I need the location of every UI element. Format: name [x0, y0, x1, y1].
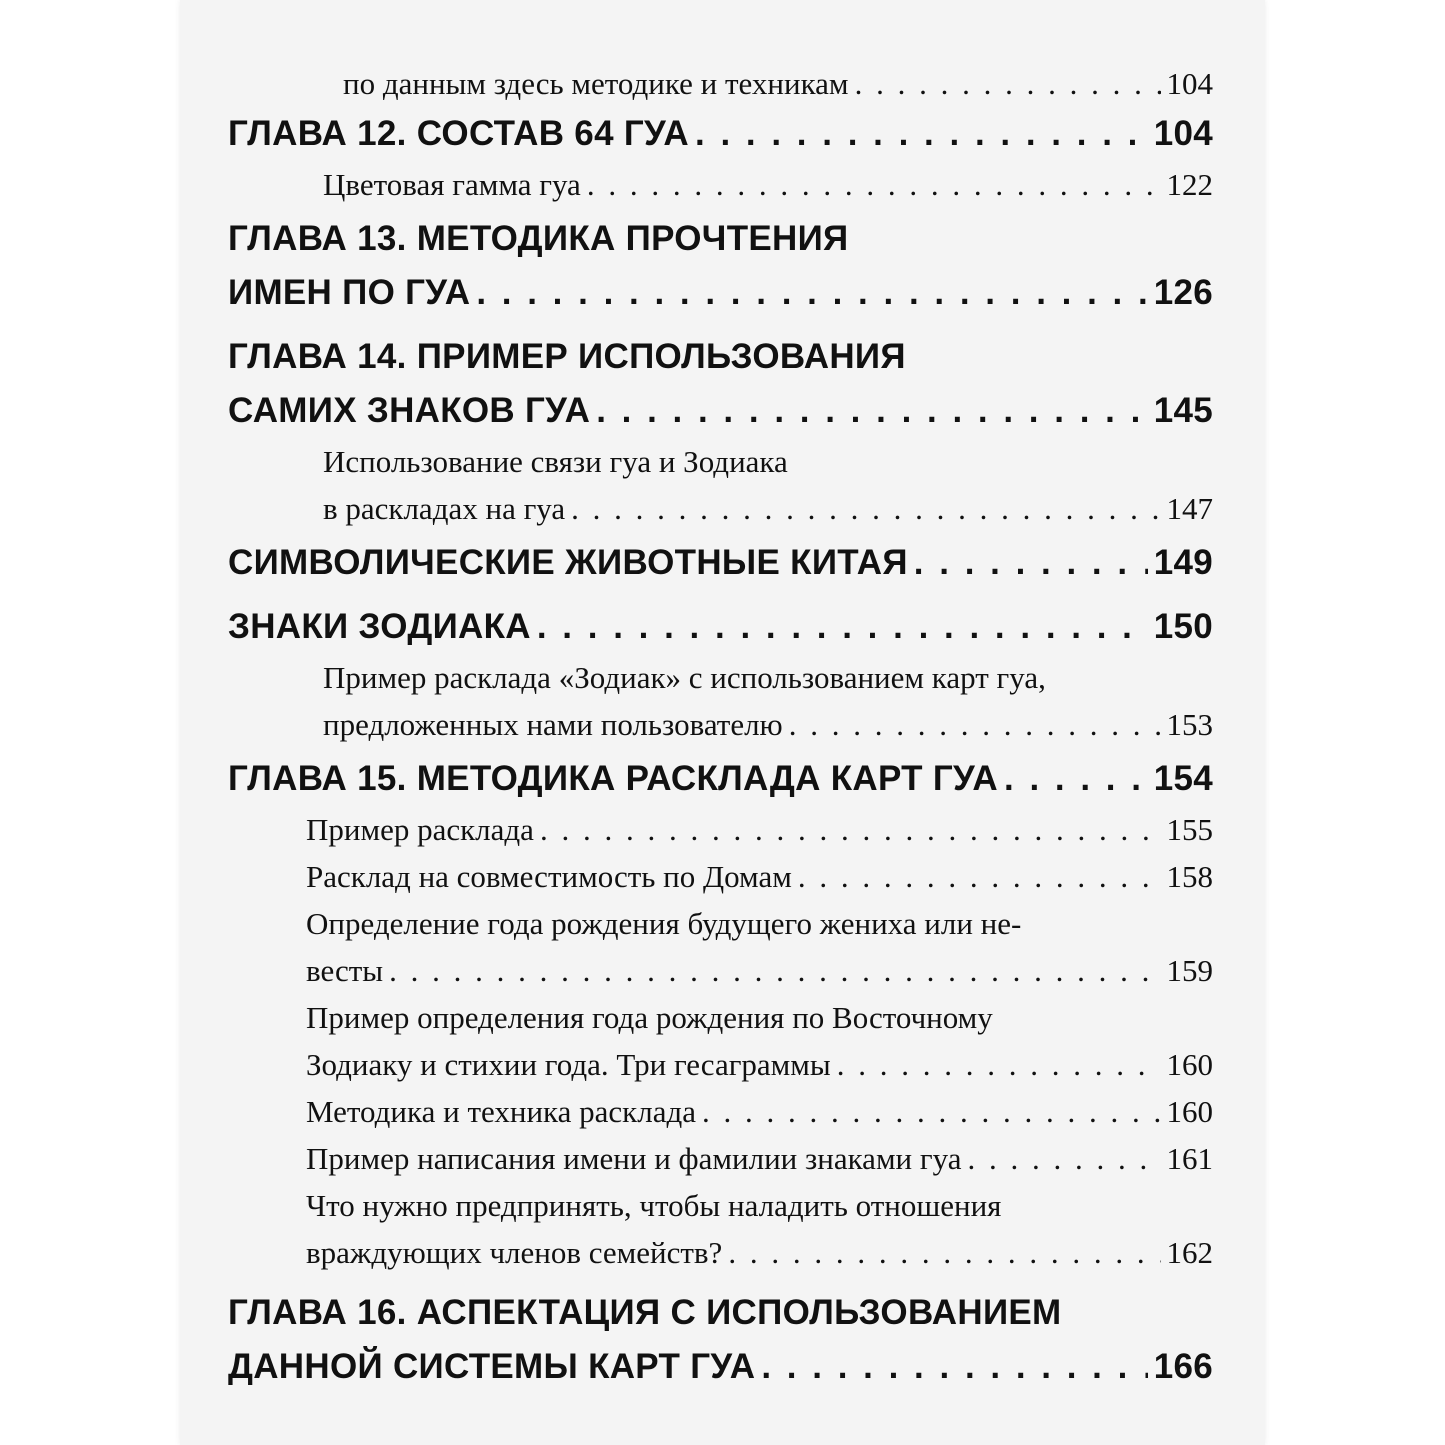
toc-entry-color-gamut [228, 161, 1213, 208]
dot-leader [571, 485, 1160, 532]
toc-page-number: 104 [1166, 66, 1213, 101]
toc-page-number: 150 [1153, 607, 1213, 646]
toc-entry-title-line1: Что нужно предпринять, чтобы наладить отношения [306, 1188, 1002, 1223]
toc-chapter-title: ГЛАВА 12. СОСТАВ 64 ГУА [228, 114, 690, 153]
dot-leader [695, 107, 1148, 161]
toc-entry-title-line1: Пример расклада «Зодиак» с использованием карт гуа, [323, 660, 1046, 695]
toc-entry-title: Пример расклада [306, 812, 534, 847]
dot-leader [1004, 752, 1148, 806]
dot-leader [389, 947, 1160, 994]
toc-entry-title: Цветовая гамма гуа [323, 167, 581, 202]
toc-page-number: 155 [1166, 812, 1213, 847]
toc-page-number: 159 [1166, 953, 1213, 988]
toc-chapter-zodiac-signs [228, 600, 1213, 654]
toc-entry-zodiac-spread-example [228, 654, 1213, 748]
toc-chapter-title-line2: САМИХ ЗНАКОВ ГУА [228, 391, 591, 430]
toc-entry-title: Методика и техника расклада [306, 1094, 696, 1129]
toc-entry-title-line1: Использование связи гуа и Зодиака [323, 444, 788, 479]
toc-chapter-16 [228, 1286, 1213, 1394]
toc-entry-title-line1: Определение года рождения будущего жениха или не- [306, 906, 1022, 941]
toc-page-number: 166 [1153, 1347, 1213, 1386]
toc-chapter-title-line1: ГЛАВА 16. АСПЕКТАЦИЯ С ИСПОЛЬЗОВАНИЕМ [228, 1293, 1062, 1332]
dot-leader [537, 600, 1148, 654]
toc-entry-birth-year-eastern-zodiac [228, 994, 1213, 1088]
dot-leader [761, 1340, 1147, 1394]
dot-leader [855, 60, 1161, 107]
toc-entry-spread-technique [228, 1088, 1213, 1135]
toc-entry-title: Пример написания имени и фамилии знаками гуа [306, 1141, 962, 1176]
dot-leader [728, 1229, 1160, 1276]
toc-entry-title: Расклад на совместимость по Домам [306, 859, 792, 894]
toc-entry-gua-zodiac-link [228, 438, 1213, 532]
toc-entry-compatibility-spread [228, 853, 1213, 900]
toc-page-number: 126 [1153, 273, 1213, 312]
toc-entry-name-writing-example [228, 1135, 1213, 1182]
dot-leader [837, 1041, 1161, 1088]
toc-chapter-title-line2: ДАННОЙ СИСТЕМЫ КАРТ ГУА [228, 1347, 756, 1386]
toc-chapter-14 [228, 330, 1213, 438]
toc-chapter-15 [228, 752, 1213, 806]
toc-page-number: 158 [1166, 859, 1213, 894]
toc-chapter-symbolic-animals [228, 536, 1213, 590]
toc-entry-title-line2: в раскладах на гуа [323, 491, 566, 526]
toc-page-number: 162 [1166, 1235, 1213, 1270]
toc-chapter-title-line1: ГЛАВА 13. МЕТОДИКА ПРОЧТЕНИЯ [228, 219, 849, 258]
toc-chapter-title: СИМВОЛИЧЕСКИЕ ЖИВОТНЫЕ КИТАЯ [228, 543, 908, 582]
dot-leader [702, 1088, 1161, 1135]
toc-page-number: 147 [1166, 491, 1213, 526]
toc-entry-family-relations [228, 1182, 1213, 1276]
toc-entry-birth-year-groom-bride [228, 900, 1213, 994]
dot-leader [798, 853, 1161, 900]
toc-page-number: 160 [1166, 1047, 1213, 1082]
toc-page-number: 161 [1166, 1141, 1213, 1176]
toc-page-number: 122 [1166, 167, 1213, 202]
dot-leader [540, 806, 1161, 853]
toc-page-number: 160 [1166, 1094, 1213, 1129]
toc-page-number: 153 [1166, 707, 1213, 742]
toc-entry-title-line2: весты [306, 953, 384, 988]
table-of-contents [228, 60, 1213, 1394]
book-page [180, 0, 1265, 1445]
toc-entry-title-line2: предложенных нами пользователю [323, 707, 783, 742]
dot-leader [587, 161, 1161, 208]
toc-chapter-title: ЗНАКИ ЗОДИАКА [228, 607, 531, 646]
toc-chapter-title-line2: ИМЕН ПО ГУА [228, 273, 471, 312]
toc-chapter-title: ГЛАВА 15. МЕТОДИКА РАСКЛАДА КАРТ ГУА [228, 759, 998, 798]
toc-page-number: 149 [1153, 543, 1213, 582]
dot-leader [789, 701, 1161, 748]
toc-entry-methods-continuation [228, 60, 1213, 107]
dot-leader [596, 384, 1148, 438]
toc-entry-spread-example [228, 806, 1213, 853]
toc-entry-title-line1: Пример определения года рождения по Восточному [306, 1000, 993, 1035]
toc-chapter-13 [228, 212, 1213, 320]
toc-page-number: 104 [1153, 114, 1213, 153]
toc-page-number: 154 [1153, 759, 1213, 798]
toc-chapter-title-line1: ГЛАВА 14. ПРИМЕР ИСПОЛЬЗОВАНИЯ [228, 337, 906, 376]
toc-entry-title-line2: Зодиаку и стихии года. Три гесаграммы [306, 1047, 831, 1082]
dot-leader [914, 536, 1148, 590]
dot-leader [476, 266, 1147, 320]
toc-page-number: 145 [1153, 391, 1213, 430]
toc-entry-title-line2: враждующих членов семейств? [306, 1235, 723, 1270]
toc-chapter-12 [228, 107, 1213, 161]
toc-entry-title: по данным здесь методике и техникам [343, 66, 849, 101]
dot-leader [967, 1135, 1160, 1182]
